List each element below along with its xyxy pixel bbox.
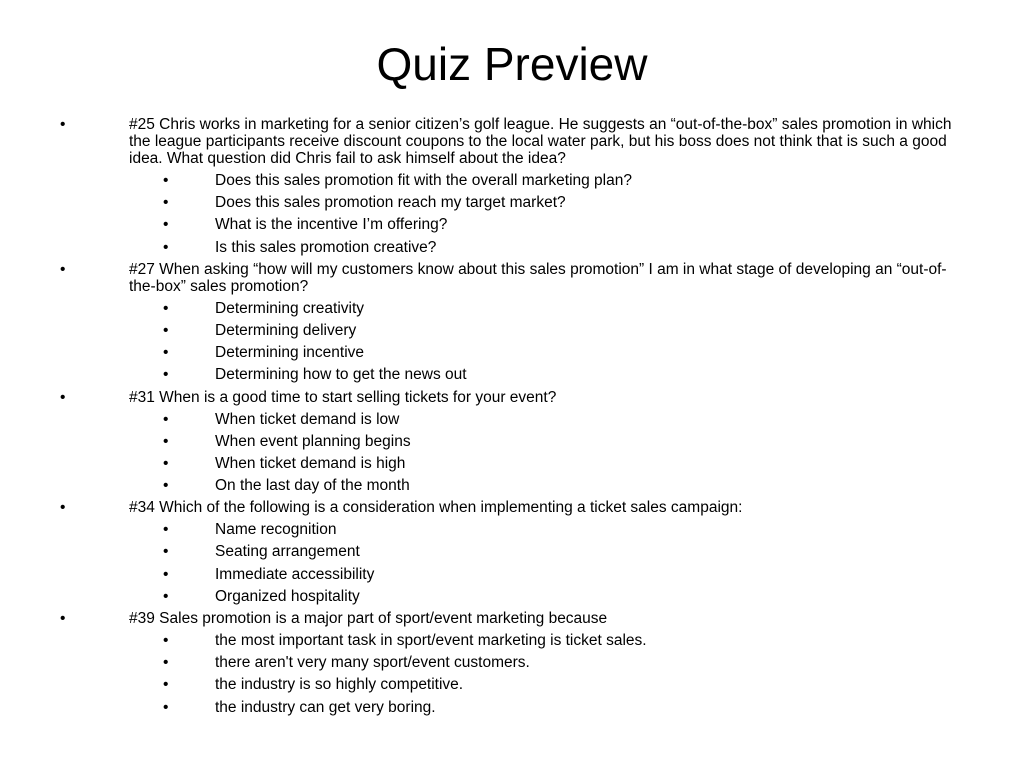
question-text: #25 Chris works in marketing for a senior citizen’s golf league. He suggests an “out-of-the-box” sales promotion in which the league participants receive discount coupons to the local water park, but his boss does not think that is such a good idea. What question did Chris fail to ask himself about the idea? — [129, 116, 952, 167]
bullet: • — [163, 432, 169, 450]
answer-text: Does this sales promotion reach my target market? — [215, 194, 566, 212]
answer-text: Organized hospitality — [215, 587, 360, 605]
bullet: • — [163, 654, 169, 672]
bullet: • — [163, 194, 169, 212]
bullet: • — [163, 521, 169, 539]
answer-item — [0, 477, 1024, 494]
answer-item — [0, 543, 1024, 560]
answer-item — [0, 300, 1024, 317]
answer-item — [0, 322, 1024, 339]
bullet: • — [163, 698, 169, 716]
bullet: • — [163, 299, 169, 317]
answer-text: Determining how to get the news out — [215, 366, 467, 384]
answer-text: Determining delivery — [215, 321, 357, 339]
answer-list — [0, 632, 1024, 716]
bullet: • — [163, 321, 169, 339]
answer-text: the industry is so highly competitive. — [215, 676, 464, 694]
bullet: • — [163, 410, 169, 428]
answer-text: What is the incentive I’m offering? — [215, 216, 448, 234]
answer-text: When ticket demand is low — [215, 410, 400, 428]
quiz-content — [0, 116, 1024, 721]
answer-item — [0, 172, 1024, 189]
answer-text: Does this sales promotion fit with the overall marketing plan? — [215, 172, 632, 189]
answer-item — [0, 366, 1024, 383]
answer-item — [0, 344, 1024, 361]
answer-item — [0, 676, 1024, 693]
answer-item — [0, 566, 1024, 583]
answer-text: Immediate accessibility — [215, 565, 375, 583]
bullet: • — [163, 587, 169, 605]
answer-text: Seating arrangement — [215, 543, 360, 561]
bullet: • — [163, 454, 169, 472]
question-25 — [0, 116, 1024, 167]
answer-list — [0, 300, 1024, 384]
bullet: • — [163, 238, 169, 256]
answer-item — [0, 216, 1024, 233]
answer-item — [0, 588, 1024, 605]
question-34 — [0, 499, 1024, 516]
answer-list — [0, 521, 1024, 605]
answer-text: When ticket demand is high — [215, 454, 406, 472]
answer-text: On the last day of the month — [215, 477, 410, 495]
answer-text: Name recognition — [215, 521, 337, 539]
answer-text: Determining creativity — [215, 299, 365, 317]
answer-item — [0, 654, 1024, 671]
answer-text: Is this sales promotion creative? — [215, 238, 437, 256]
bullet: • — [60, 499, 66, 517]
answer-item — [0, 699, 1024, 716]
answer-item — [0, 411, 1024, 428]
question-27 — [0, 261, 1024, 295]
bullet: • — [163, 216, 169, 234]
answer-list — [0, 172, 1024, 256]
question-text: #39 Sales promotion is a major part of sport/event marketing because — [129, 610, 608, 627]
question-text: #27 When asking “how will my customers know about this sales promotion” I am in what stage of developing an “out-of-the-box” sales promotion? — [129, 260, 947, 295]
bullet: • — [163, 632, 169, 649]
answer-text: the industry can get very boring. — [215, 698, 436, 716]
answer-item — [0, 521, 1024, 538]
question-39 — [0, 610, 1024, 627]
answer-item — [0, 239, 1024, 256]
bullet: • — [163, 676, 169, 694]
slide-title: Quiz Preview — [376, 38, 648, 90]
bullet: • — [60, 116, 66, 133]
question-31 — [0, 389, 1024, 406]
bullet: • — [163, 543, 169, 561]
answer-item — [0, 632, 1024, 649]
question-text: #34 Which of the following is a consideration when implementing a ticket sales campaign: — [129, 499, 743, 517]
bullet: • — [163, 565, 169, 583]
bullet: • — [60, 610, 66, 627]
answer-text: the most important task in sport/event marketing is ticket sales. — [215, 632, 647, 649]
answer-text: there aren't very many sport/event customers. — [215, 654, 530, 672]
bullet: • — [163, 344, 169, 362]
answer-list — [0, 411, 1024, 495]
answer-text: When event planning begins — [215, 432, 411, 450]
answer-item — [0, 194, 1024, 211]
bullet: • — [163, 172, 169, 189]
bullet: • — [163, 477, 169, 495]
bullet: • — [60, 388, 66, 406]
bullet: • — [163, 366, 169, 384]
answer-item — [0, 455, 1024, 472]
answer-item — [0, 433, 1024, 450]
answer-text: Determining incentive — [215, 344, 365, 362]
question-text: #31 When is a good time to start selling tickets for your event? — [129, 388, 557, 406]
bullet: • — [60, 260, 66, 278]
